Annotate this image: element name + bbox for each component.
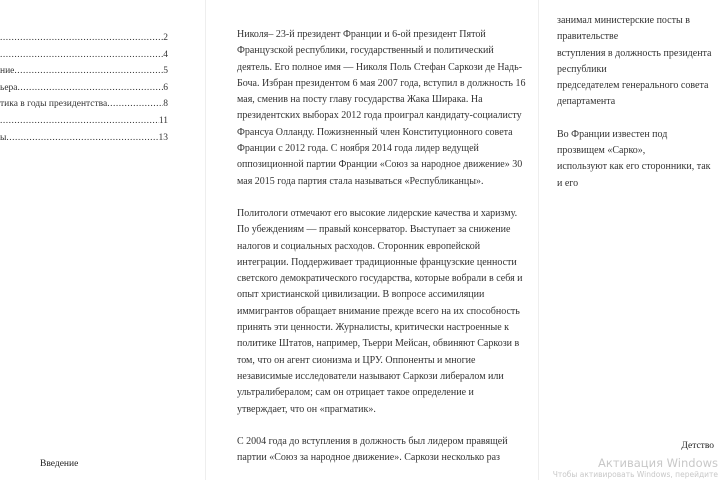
- paragraph-gap: [237, 418, 525, 434]
- toc-page-number: 2: [163, 33, 168, 43]
- toc-leader: [14, 64, 163, 78]
- text-line: оппозиционной партии Франции «Союз за народное движение» 30: [237, 159, 523, 171]
- toc-page-number: 8: [163, 99, 168, 110]
- text-line: утверждает, что он «прагматик».: [237, 403, 376, 415]
- text-line: вступления в должность президента республики: [557, 47, 712, 75]
- windows-activation-subtitle: Чтобы активировать Windows, перейдите: [552, 470, 718, 479]
- text-line: С 2004 года до вступления в должность был лидером правящей: [237, 435, 508, 447]
- text-line: политике Штатов, например, Тьерри Мейсан, обвиняют Саркози в: [237, 338, 520, 350]
- toc-leader: [0, 114, 159, 128]
- text-line: ультралибералом; сам он отрицает такое определение и: [237, 387, 474, 399]
- windows-activation-title: Активация Windows: [598, 456, 719, 470]
- toc-entry[interactable]: [0, 31, 168, 45]
- text-line: светского демократического государства, которые вобрали в себя и: [237, 273, 523, 285]
- text-line: Политологи отмечают его высокие лидерские качества и харизму.: [237, 207, 518, 219]
- toc-entry[interactable]: [0, 81, 168, 95]
- toc-page-number: 11: [158, 116, 168, 126]
- section-heading: Введение: [40, 459, 79, 469]
- toc-page-number: 5: [163, 66, 168, 77]
- page-2-text: [237, 27, 525, 466]
- text-line: председателем генерального совета департамента: [557, 80, 709, 108]
- text-line: принять эти ценности. Журналисты, критически настроенные к: [237, 322, 510, 334]
- text-line: используют как его сторонники, так и его: [557, 161, 711, 189]
- page-border: [538, 0, 539, 480]
- text-line: налогов и социальных расходов. Сторонник европейской: [237, 240, 481, 252]
- toc-entry[interactable]: [0, 114, 168, 128]
- text-line: Николя– 23-й президент Франции и 6-ой президент Пятой: [237, 29, 486, 40]
- text-line: деятель. Его полное имя — Николя Поль Стефан Саркози де Надь-: [237, 61, 523, 73]
- toc-entry[interactable]: [0, 97, 168, 111]
- toc-title: ьера: [0, 82, 18, 93]
- toc-page-number: 6: [163, 82, 168, 93]
- text-line: Боча. Избран президентом 6 мая 2007 года, вступил в должность 16: [237, 77, 526, 89]
- toc-leader: [0, 31, 163, 45]
- toc-title: тика в годы президентства: [0, 99, 108, 110]
- text-line: Во Франции известен под прозвищем «Сарко»,: [557, 128, 668, 157]
- paragraph-gap: [237, 190, 525, 206]
- text-line: том, что он агент сионизма и ЦРУ. Оппоненты и многие: [237, 354, 476, 366]
- page-border: [205, 0, 206, 480]
- toc-page-number: 13: [158, 132, 168, 143]
- text-line: президентских выборах 2012 года проиграл кандидату-социалисту: [237, 110, 522, 122]
- toc-entry[interactable]: [0, 64, 168, 78]
- text-line: Французской республики, государственный и политический: [237, 45, 494, 57]
- text-line: партии «Союз за народное движение». Саркози несколько раз: [237, 452, 500, 464]
- text-line: мая, сменив на посту главу государства Жака Ширака. На: [237, 94, 483, 106]
- text-line: независимые исследователи называют Саркози либералом или: [237, 370, 504, 382]
- text-line: Франции с 2012 года. С ноября 2014 года лидер ведущей: [237, 143, 479, 155]
- toc-leader: [0, 48, 163, 62]
- page-3-text: [557, 13, 715, 192]
- text-line: занимал министерские посты в правительстве: [557, 15, 690, 43]
- toc-entry[interactable]: [0, 131, 168, 145]
- toc-leader: [18, 81, 164, 95]
- toc-leader: [107, 97, 163, 111]
- toc-entry[interactable]: [0, 48, 168, 62]
- text-line: опыт христианской цивилизации. В вопросе ассимиляции: [237, 289, 485, 301]
- section-heading: Детство: [681, 441, 714, 451]
- text-line: мая 2015 года партия стала называться «Республиканцы».: [237, 175, 484, 187]
- paragraph-gap: [557, 111, 715, 127]
- toc-title: ы: [0, 132, 7, 143]
- text-line: По убеждениям — правый консерватор. Выступает за снижение: [237, 224, 511, 236]
- text-line: иммигрантов обращает внимание прежде всего на их способность: [237, 305, 520, 317]
- toc-title: ние: [0, 66, 15, 77]
- text-line: Франсуа Олланду. Пожизненный член Конституционного совета: [237, 126, 513, 138]
- toc-page-number: 4: [163, 49, 168, 60]
- text-line: интеграции. Поддерживает традиционные французские ценности: [237, 256, 517, 268]
- toc-leader: [6, 131, 158, 145]
